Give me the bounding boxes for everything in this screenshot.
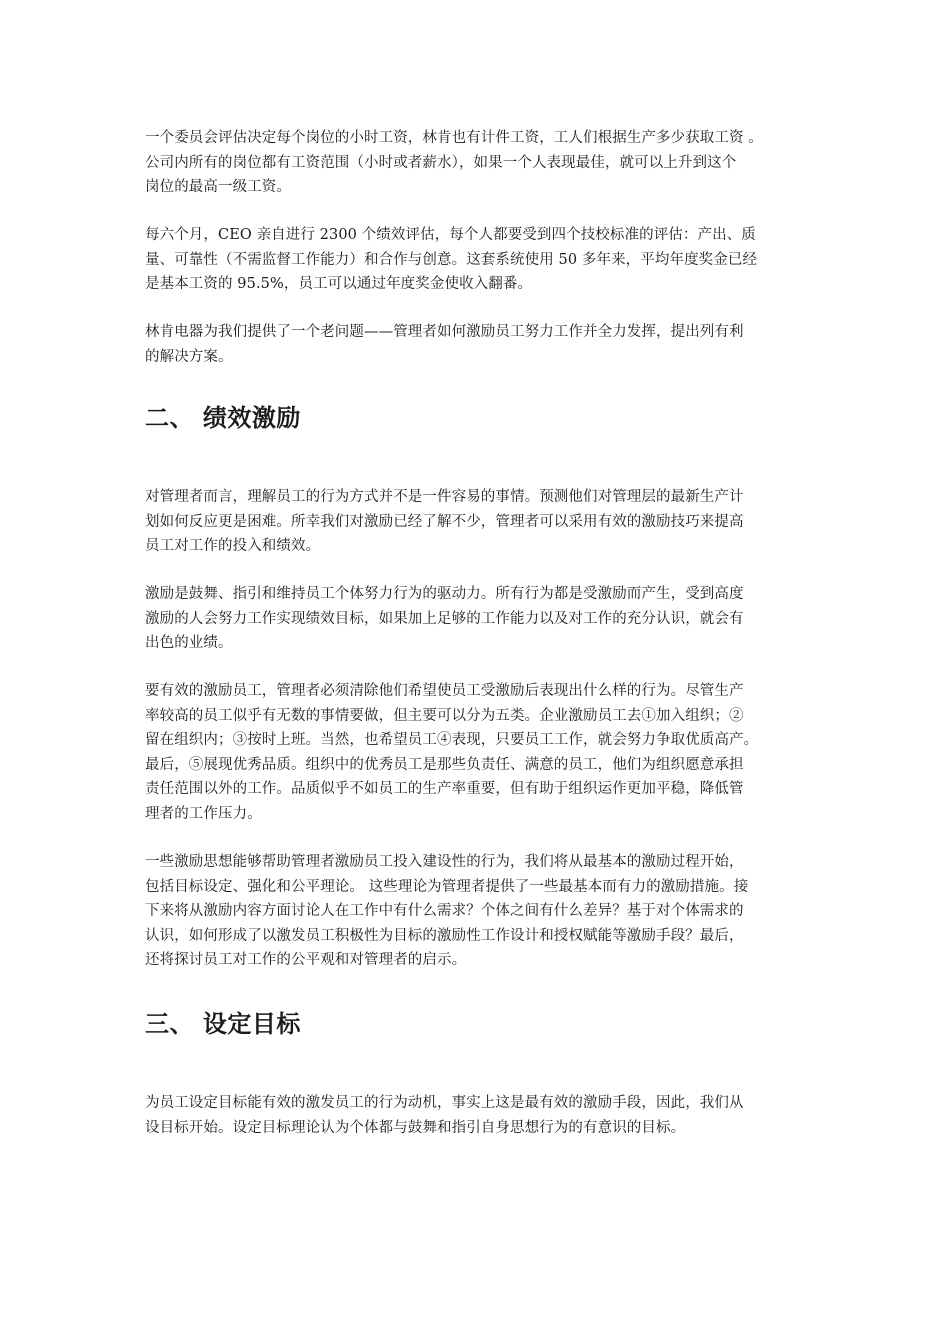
text-line: 要有效的激励员工，管理者必须清除他们希望使员工受激励后表现出什么样的行为。尽管生产 bbox=[145, 683, 744, 699]
text-line: 一些激励思想能够帮助管理者激励员工投入建设性的行为，我们将从最基本的激励过程开始， bbox=[145, 854, 744, 870]
text-line: 对管理者而言，理解员工的行为方式并不是一件容易的事情。预测他们对管理层的最新生产计 bbox=[145, 489, 744, 505]
text-line: 激励的人会努力工作实现绩效目标，如果加上足够的工作能力以及对工作的充分认识，就会有 bbox=[145, 610, 744, 627]
paragraph-motivation-definition bbox=[145, 582, 810, 656]
text-line: 包括目标设定、强化和公平理论。 这些理论为管理者提供了一些最基本而有力的激励措施。接 bbox=[145, 878, 749, 895]
paragraph-motivation-theories bbox=[145, 850, 810, 973]
text-line: 公司内所有的岗位都有工资范围（小时或者薪水），如果一个人表现最佳，就可以上升到这个 bbox=[145, 154, 737, 171]
text-line: 激励是鼓舞、指引和维持员工个体努力行为的驱动力。所有行为都是受激励而产生，受到高度 bbox=[145, 586, 744, 602]
text-line: 出色的业绩。 bbox=[145, 635, 233, 651]
text-line: 每六个月，CEO 亲自进行 2300 个绩效评估，每个人都要受到四个技校标准的评估：产出、质 bbox=[145, 227, 756, 243]
text-line: 认识，如何形成了以激发员工积极性为目标的激励性工作设计和授权赋能等激励手段？最后， bbox=[145, 927, 744, 944]
text-line: 责任范围以外的工作。品质似乎不如员工的生产率重要，但有助于组织运作更加平稳，降低管 bbox=[145, 781, 744, 797]
text-line: 理者的工作压力。 bbox=[145, 805, 262, 822]
section-heading-performance-motivation: 二、 绩效激励 bbox=[145, 404, 301, 432]
text-line: 划如何反应更是困难。所幸我们对激励已经了解不少，管理者可以采用有效的激励技巧来提高 bbox=[145, 513, 744, 530]
text-line: 还将探讨员工对工作的公平观和对管理者的启示。 bbox=[145, 952, 467, 968]
paragraph-performance-review bbox=[145, 223, 810, 297]
text-line: 下来将从激励内容方面讨论人在工作中有什么需求？个体之间有什么差异？基于对个体需求的 bbox=[145, 903, 744, 919]
text-line: 率较高的员工似乎有无数的事情要做，但主要可以分为五类。企业激励员工去①加入组织；② bbox=[145, 707, 744, 724]
section-heading-goal-setting: 三、 设定目标 bbox=[145, 1010, 301, 1038]
text-line: 岗位的最高一级工资。 bbox=[145, 179, 291, 195]
text-line: 林肯电器为我们提供了一个老问题——管理者如何激励员工努力工作并全力发挥，提出列有利 bbox=[145, 324, 744, 340]
paragraph-goal-setting bbox=[145, 1091, 810, 1140]
paragraph-lincoln-question bbox=[145, 320, 810, 369]
paragraph-understanding-employees bbox=[145, 485, 810, 559]
text-line: 是基本工资的 95.5%，员工可以通过年度奖金使收入翻番。 bbox=[145, 276, 533, 292]
text-line: 一个委员会评估决定每个岗位的小时工资，林肯也有计件工资，工人们根据生产多少获取工资 。 bbox=[145, 130, 763, 146]
text-line: 设目标开始。设定目标理论认为个体都与鼓舞和指引自身思想行为的有意识的目标。 bbox=[145, 1119, 686, 1136]
text-line: 员工对工作的投入和绩效。 bbox=[145, 538, 321, 554]
paragraph-effective-motivation bbox=[145, 679, 810, 826]
paragraph-wage-committee bbox=[145, 126, 810, 200]
text-line: 量、可靠性（不需监督工作能力）和合作与创意。这套系统使用 50 多年来，平均年度奖金已经 bbox=[145, 251, 758, 268]
text-line: 最后，⑤展现优秀品质。组织中的优秀员工是那些负责任、满意的员工，他们为组织愿意承担 bbox=[145, 756, 744, 773]
text-line: 留在组织内；③按时上班。当然，也希望员工④表现，只要员工工作，就会努力争取优质高产。 bbox=[145, 732, 759, 748]
text-line: 为员工设定目标能有效的激发员工的行为动机，事实上这是最有效的激励手段，因此，我们从 bbox=[145, 1095, 744, 1111]
text-line: 的解决方案。 bbox=[145, 348, 233, 365]
